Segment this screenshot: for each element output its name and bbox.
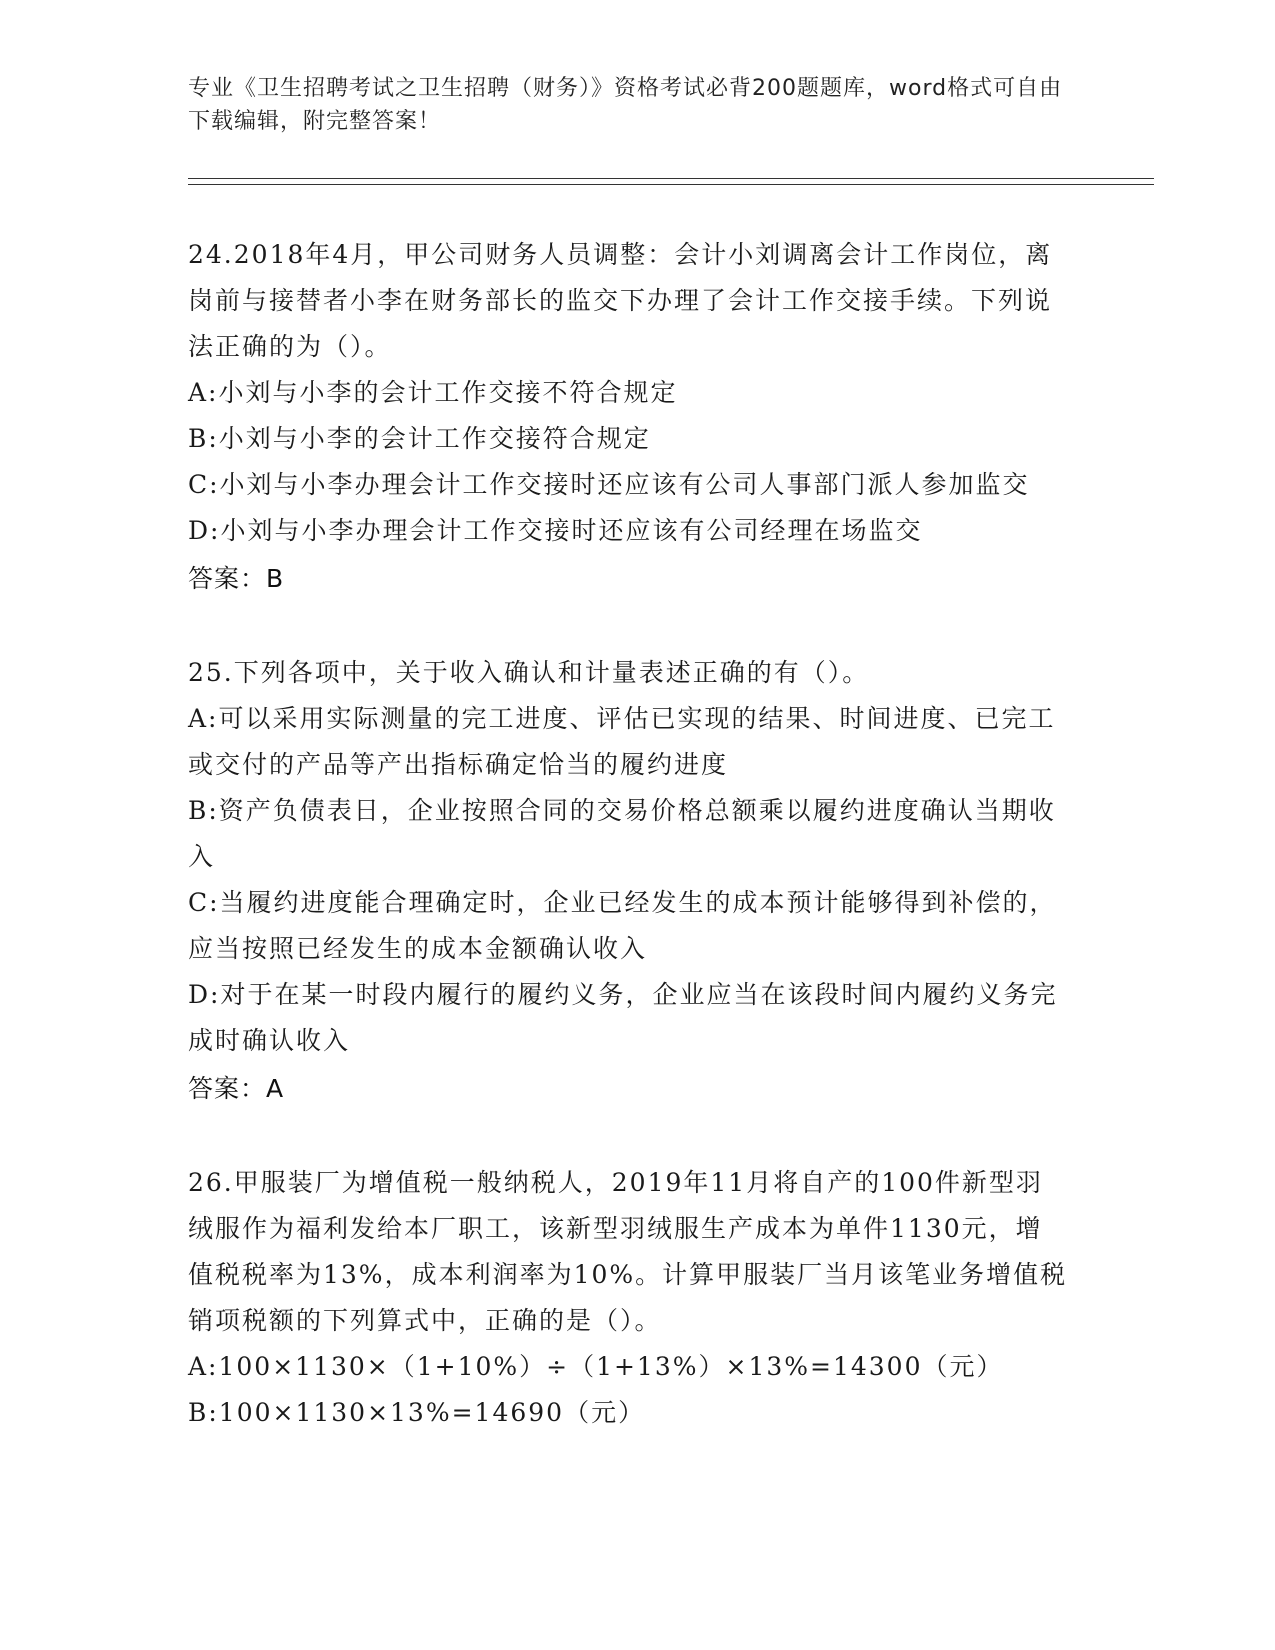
option-c: C:当履约进度能合理确定时，企业已经发生的成本预计能够得到补偿的，应当按照已经发生的成本金额确认收入 [188, 888, 1057, 963]
header-divider-top [188, 178, 1154, 179]
option-b: B:100×1130×13%=14690（元） [188, 1398, 646, 1427]
option-d: D:小刘与小李办理会计工作交接时还应该有公司经理在场监交 [188, 516, 923, 545]
question-stem: 24.2018年4月，甲公司财务人员调整：会计小刘调离会计工作岗位，离岗前与接替者小李在财务部长的监交下办理了会计工作交接手续。下列说法正确的为（）。 [188, 240, 1053, 361]
answer-label: 答案：B [188, 564, 285, 593]
question-26 [188, 1160, 1068, 1436]
document-header: 专业《卫生招聘考试之卫生招聘（财务）》资格考试必背200题题库，word格式可自由下载编辑，附完整答案！ [188, 76, 1063, 134]
option-c: C:小刘与小李办理会计工作交接时还应该有公司人事部门派人参加监交 [188, 470, 1030, 499]
question-25 [188, 650, 1068, 1112]
question-stem: 25.下列各项中，关于收入确认和计量表述正确的有（）。 [188, 658, 870, 687]
answer-label: 答案：A [188, 1074, 285, 1103]
option-b: B:小刘与小李的会计工作交接符合规定 [188, 424, 651, 453]
option-a: A:100×1130×（1+10%）÷（1+13%）×13%=14300（元） [188, 1352, 1004, 1381]
option-d: D:对于在某一时段内履行的履约义务，企业应当在该段时间内履约义务完成时确认收入 [188, 980, 1058, 1055]
option-b: B:资产负债表日，企业按照合同的交易价格总额乘以履约进度确认当期收入 [188, 796, 1056, 871]
question-list [188, 232, 1068, 1436]
option-a: A:小刘与小李的会计工作交接不符合规定 [188, 378, 678, 407]
question-24 [188, 232, 1068, 602]
header-divider-bottom [188, 184, 1154, 185]
question-stem: 26.甲服装厂为增值税一般纳税人，2019年11月将自产的100件新型羽绒服作为福利发给本厂职工，该新型羽绒服生产成本为单件1130元，增值税税率为13%，成本利润率为10%。计算甲服装厂当月该笔业务增值税销项税额的下列算式中，正确的是（）。 [188, 1168, 1068, 1335]
option-a: A:可以采用实际测量的完工进度、评估已实现的结果、时间进度、已完工或交付的产品等产出指标确定恰当的履约进度 [188, 704, 1056, 779]
